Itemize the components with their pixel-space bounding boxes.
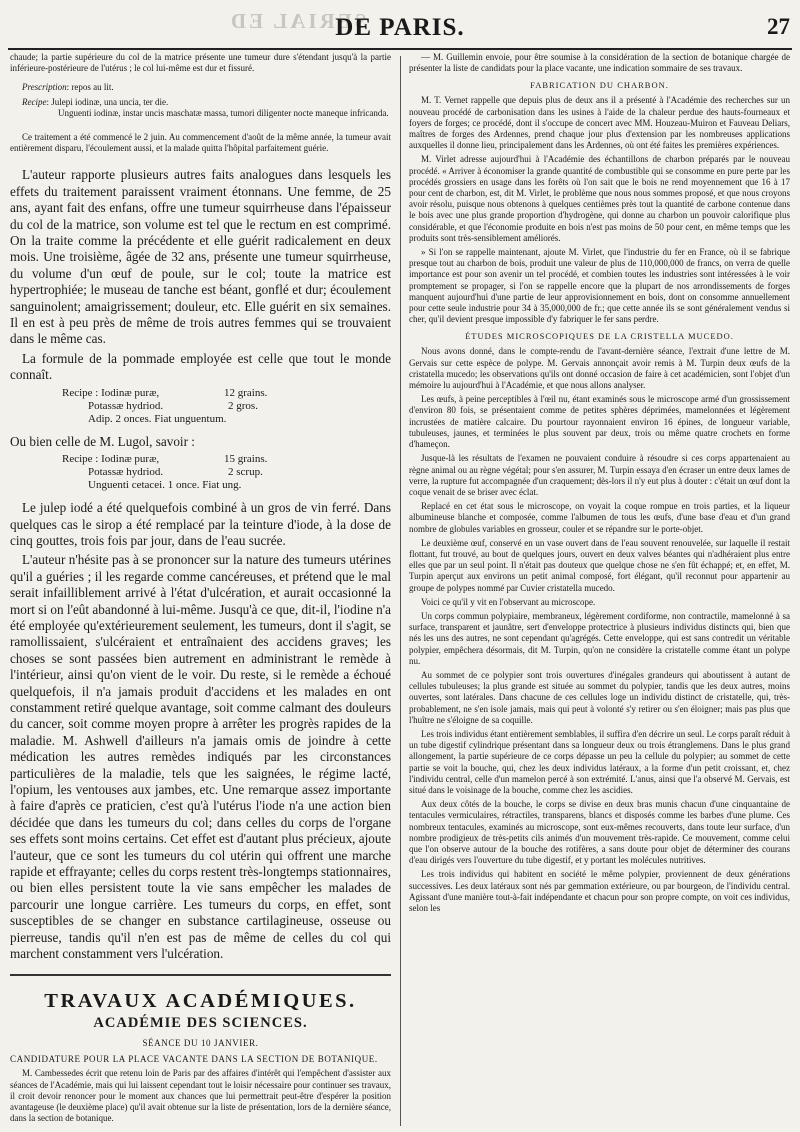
- virlet-paragraph-1: M. Virlet adresse aujourd'hui à l'Académie des échantillons de charbon préparés par le nouveau procédé. « Arriver à économiser la grande quantité de combustible qui se consomme en pure perte par les procédés grossiers en usage dans les forêts où l'on sait que le bois ne rend moyennement que 16 à 17 pour cent de charbon, est, dit M. Virlet, le problème que nous nous sommes proposé, et que nous croyons avoir résolu, puisque nous obtenons à quelques centièmes près tout la quantité de carbone contenue dans le bois avec une plus grande proportion d'hydrogène, qui donne au charbon un pouvoir calorifique plus considérable, et que l'économie produite en bois n'est pas moins de 50 pour cent, en même temps que les produits sont très-sensiblement améliorés.: [409, 154, 790, 243]
- etudes-paragraph-2: Les œufs, à peine perceptibles à l'œil nu, étant examinés sous le microscope armé d'un grossissement d'environ 80 fois, se présentaient comme de petites sphères déprimées, mamelonnées et légèrement incrustées de matière calcaire. Du pourtour rayonnaient environ 16 épines, de longueur variable, tubuleuses, jaunes, et terminées le plus souvent par deux, trois ou même quatre crochets en forme d'hameçon.: [409, 394, 790, 450]
- etudes-paragraph-5: Le deuxième œuf, conservé en un vase ouvert dans de l'eau souvent renouvelée, sur laquelle il restait flottant, fut trouvé, au bout de quelques jours, ouvert en deux valves béantes qui n'adhéraient plus entre elles que par un seul point. Il n'était pas douteux que quelque chose ne s'en fût échappé; et, en effet, M. Turpin aperçut aux environs un petit animal composé, fort élégant, qu'il reconnut pour appartenir au groupe de polypes nommé par Cuvier cristatella mucedo.: [409, 537, 790, 593]
- left-column: [10, 52, 391, 1128]
- vernet-paragraph: M. T. Vernet rappelle que depuis plus de deux ans il a présenté à l'Académie des recherches sur un nouveau procédé de carbonisation dans les usines à l'aide de la chaleur perdue des hauts-fourneaux et foyers de forges; ce procédé, dont il s'occupe de concert avec MM. Houzeau-Muiron et Fauveau Deliars, maîtres de forges des Ardennes, prend chaque jour plus d'extension par les nombreuses applications auxquelles il donne lieu, principalement dans les Ardennes, où ont été faites les premières expériences.: [409, 95, 790, 151]
- lugol-intro: Ou bien celle de M. Lugol, savoir :: [10, 433, 195, 449]
- recipe-line: [10, 97, 391, 108]
- etudes-paragraph-1: Nous avons donné, dans le compte-rendu de l'avant-dernière séance, l'extrait d'une lettre de M. Gervais sur cette espèce de polype. M. Gervais annonçait avoir remis à M. Turpin deux œufs de la cristatella mucedo; les observations qu'ils ont donné occasion de faire à cet académicien, sont l'objet d'un mémoire lu aujourd'hui à l'Académie, et que nous allons analyser.: [409, 346, 790, 391]
- recipe-quantity: 2 gros.: [228, 399, 258, 412]
- subhead-etudes: ÉTUDES MICROSCOPIQUES DE LA CRISTELLA MUCEDO.: [465, 331, 734, 342]
- recipe-line: [10, 466, 391, 479]
- recipe-text: : Julepi iodinæ, una uncia, ter die.: [46, 96, 169, 107]
- recipe-line: [10, 413, 391, 426]
- etudes-paragraph-8: Au sommet de ce polypier sont trois ouvertures d'inégales grandeurs qui aboutissent à autant de cellules tubuleuses; la plus grande est située au sommet du polypier, tandis que les deux autres, moins ouvertes, sont latérales. Dans chacune de ces cellules loge un individu distinct de cristatelle, qui, très-probablement, ne s'en isole jamais, mais qui peut à volonté s'y retirer ou s'en éloigner; mais pas plus que l'huître ne s'éloigne de sa coquille.: [409, 669, 790, 725]
- body-paragraph-3: L'auteur n'hésite pas à se prononcer sur la nature des tumeurs utérines qu'il a guéries ; il les regarde comme cancéreuses, et prétend que le mal serait infailliblement arrivé à l'état d'ulcération, et aurait occasionné la mort si on l'eût abandonné à lui-même. Jusqu'à ce que, dit-il, l'iodine n'a été employée qu'extérieurement seulement, les tumeurs, dont il s'agit, se ramollissaient, s'ulcéraient et entraînaient des accidens graves; les choses se sont passées bien autrement en administrant le remède à l'intérieur, ainsi qu'on vient de le voir. Du reste, si le remède a échoué quelquefois, il n'a jamais produit d'accidens et les malades en ont constamment retiré quelque avantage, soit comme calmant des douleurs du cancer, soit comme moyen propre à arrêter les progrès rapides de la maladie. M. Ashwell d'ailleurs n'a jamais omis de joindre à cette médication les autres remèdes indiqués par les circonstances particulières de la maladie, tels que les saignées, le régime lacté, l'opium, les ventouses aux jambes, etc. Une remarque assez importante à faire d'après ce praticien, c'est qu'à l'utérus l'iode n'a une action bien décidée que dans les tumeurs du col; dans celles du corps de l'organe ses effets sont moins certains. Cet effet est d'autant plus précieux, ajoute l'auteur, que ce sont les tumeurs du col utérin qui offrent une marche rapide et effrayante; celles du corps restent très-longtemps stationnaires, ou bien elles persistent toute la vie sans empêcher les malades de parcourir une longue carrière. Les tumeurs du corps, en effet, sont susceptibles de se changer en substance cartilagineuse, osseuse ou pierreuse, tandis qu'il n'en est pas de même de celles du col qui marchent constamment vers l'ulcération.: [10, 552, 391, 962]
- recipe-quantity: 12 grains.: [224, 386, 268, 399]
- etudes-paragraph-10: Aux deux côtés de la bouche, le corps se divise en deux bras munis chacun d'une cinquantaine de tentacules vermiculaires, rétractiles, transparens, blancs et disposés comme les barbes d'une plume. Ces nombreux tentacules, examinés au microscope, sont eux-mêmes recouverts, dans toute leur surface, d'un nombre prodigieux de très-petits cils animés d'un mouvement très-rapide. Ce mouvement, comme celui que l'on observe autour de la bouche des rotifères, a sans doute pour objet de déterminer des courans d'eau dirigés vers l'ouverture du tube digestif, et y portant les molécules nutritives.: [409, 799, 790, 866]
- recipe-ingredient: Unguenti cetacei. 1 once. Fiat ung.: [88, 479, 242, 492]
- recipe-ingredient: Adip. 2 onces. Fiat unguentum.: [88, 412, 227, 425]
- page-header: [0, 0, 800, 48]
- recipe-block-2: [10, 453, 391, 492]
- etudes-paragraph-6: Voici ce qu'il y vit en l'observant au microscope.: [421, 596, 596, 607]
- etudes-paragraph-11: Les trois individus qui habitent en société le même polypier, proviennent de deux générations successives. Les deux latéraux sont nés par gemmation extérieure, ou par bourgeon, de l'individu central. Agissant d'une manière tout-à-fait indépendante et chacun pour son propre compte, on voit ces individus, selon les: [409, 869, 790, 914]
- page-number: 27: [767, 14, 790, 39]
- right-column: [409, 52, 790, 1128]
- recipe-line: [10, 387, 391, 400]
- session-date: SÉANCE DU 10 JANVIER.: [142, 1038, 259, 1049]
- recipe-quantity: 15 grains.: [224, 453, 268, 466]
- section-rule: [10, 974, 391, 976]
- recipe-block-1: [10, 387, 391, 426]
- cambessedes-paragraph: M. Cambessedes écrit que retenu loin de Paris par des affaires d'intérêt qui l'empêchent d'assister aux séances de l'Académie, mais qui lui laissent cependant tout le loisir nécessaire pour continuer ses travaux, il croit devoir renoncer pour le moment aux chances que lui permettrait peut-être d'espérer la position avantageuse (le deuxième place) qu'il avait obtenue sur la liste de présentation, lors de la dernière séance, dans la section de botanique.: [10, 1068, 391, 1124]
- recipe-ingredient: Recipe : Iodinæ puræ,: [62, 386, 160, 399]
- recipe-line: [10, 453, 391, 466]
- column-divider: [400, 56, 401, 1126]
- running-title: DE PARIS.: [335, 14, 465, 41]
- recipe-quantity: 2 scrup.: [228, 466, 263, 479]
- etudes-paragraph-7: Un corps commun polypiaire, membraneux, légèrement cordiforme, non contractile, mamelonné à sa surface, transparent et jaunâtre, sert d'enveloppe protectrice à plusieurs individus distincts qui, bien que nés les uns des autres, ne sont cependant qu'agrégés. Cette enveloppe, qui est sans contredit un véritable polypier, empêchera désormais, dit M. Turpin, qu'on ne considère la cristatelle comme étant un polype nu.: [409, 610, 790, 666]
- etudes-paragraph-9: Les trois individus étant entièrement semblables, il suffira d'en décrire un seul. Le corps paraît réduit à un tube digestif cylindrique présentant dans sa longueur deux ou trois étranglemens. Dans le plus grand allongement, la partie supérieure de ce corps dépasse un peu la cellule du polypier; au sommet de cette partie se voit la bouche, qui, chez les deux individus latéraux, a la forme d'un petit croissant, et, chez l'individu central, celle d'un mamelon percé à son extrémité. L'anus, ainsi que l'a observé M. Gervais, est situé dans le voisinage de la bouche, comme chez les ascidies.: [409, 728, 790, 795]
- recipe-continuation: Unguenti iodinæ, instar uncis maschatæ massa, tumori diligenter nocte maneque infricanda.: [58, 107, 389, 118]
- recipe-line: [10, 400, 391, 413]
- virlet-paragraph-2: » Si l'on se rappelle maintenant, ajoute M. Virlet, que l'industrie du fer en France, où il se fabrique presque tout au charbon de bois, produit une valeur de plus de 110,000,000 de francs, on verra de quelle importance est pour son avenir un tel procédé, et combien toutes les industries sont intéressées à le voir promptement se propager, si l'on se rappelle encore que la plupart de nos arrondissements de forges manquent aujourd'hui d'une partie de leur approvisionnement en bois, dont on consomme annuellement pour cette seule industrie pour 34 à 35,000,000 de fr.; que cette année ils se sont généralement vendus si cher, qu'il devient presque impossible d'y fabriquer le fer sans perdre.: [409, 247, 790, 325]
- show-through-text: SERIAL ED: [228, 9, 367, 33]
- recipe-label: Recipe: [22, 96, 47, 107]
- prescription-text: : repos au lit.: [66, 82, 114, 93]
- recipe-ingredient: Potassæ hydriod.: [88, 466, 164, 479]
- body-paragraph-1: L'auteur rapporte plusieurs autres faits analogues dans lesquels les effets du traitement paraissent vraiment étonnans. Une femme, de 25 ans, ayant fait des enfans, offre une tumeur squirrheuse dans l'épaisseur du col de la matrice, son volume est tel que le rectum en est comprimé. On la traite comme la précédente et elle guérit radicalement en deux mois. Une troisième, âgée de 32 ans, présente une tumeur squirrheuse, du volume d'un œuf de poule, sur le col; toute la matrice est hypertrophiée; le museau de tanche est béant, gonflé et dur; écoulement sanguinolent; amaigrissement; douleur, etc. Elle guérit en six semaines. Il en est à peu près de même de trois autres femmes qui se trouvaient dans le même cas.: [10, 167, 391, 347]
- etudes-paragraph-3: Jusque-là les résultats de l'examen ne pouvaient conduire à résoudre si ces corps appartenaient au règne animal ou au règne végétal; pour s'en assurer, M. Turpin essaya d'en écraser un entre deux lames de verre, la rupture fut accompagnée d'un craquement; dès-lors il n'y eut plus à douter : c'était un œuf dont la coque venait de se briser avec éclat.: [409, 453, 790, 497]
- body-paragraph-2: Le julep iodé a été quelquefois combiné à un gros de vin ferré. Dans quelques cas le sirop a été remplacé par la teinture d'iode, à la dose de cinq gouttes, trois fois par jour, dans de l'eau sucrée.: [10, 500, 391, 548]
- section-subtitle: ACADÉMIE DES SCIENCES.: [93, 1015, 308, 1032]
- intro-paragraph: chaude; la partie supérieure du col de la matrice présente une tumeur dure s'étendant jusqu'à la partie inférieure-postérieure de l'utérus ; le col lui-même est dur et fissuré.: [10, 52, 391, 74]
- formula-intro: La formule de la pommade employée est celle que tout le monde connaît.: [10, 350, 391, 383]
- section-title: TRAVAUX ACADÉMIQUES.: [44, 990, 357, 1013]
- recipe-line: [10, 479, 391, 492]
- etudes-paragraph-4: Replacé en cet état sous le microscope, on voyait la coque rompue en trois parties, et la liqueur albumineuse blanche et composée, comme l'albumen de tous les œufs, d'une base d'eau et d'un grand nombre de globules variables en grosseur, couler et se répandre sur le porte-objet.: [409, 501, 790, 534]
- recipe-ingredient: Recipe : Iodinæ puræ,: [62, 453, 160, 466]
- candidature-heading: CANDIDATURE POUR LA PLACE VACANTE DANS LA SECTION DE BOTANIQUE.: [10, 1054, 378, 1065]
- header-rule: [8, 48, 792, 50]
- treatment-paragraph: Ce traitement a été commencé le 2 juin. Au commencement d'août de la même année, la tumeur avait entièrement disparu, l'écoulement aussi, et la malade quitta l'hôpital parfaitement guérie.: [10, 132, 391, 154]
- subhead-charbon: FABRICATION DU CHARBON.: [530, 80, 669, 91]
- prescription-line: [10, 82, 391, 93]
- guillemin-paragraph: — M. Guillemin envoie, pour être soumise à la considération de la section de botanique chargée de présenter la liste de candidats pour la place vacante, une indication sommaire de ses travaux.: [409, 52, 790, 74]
- recipe-ingredient: Potassæ hydriod.: [88, 399, 164, 412]
- prescription-label: Prescription: [22, 82, 67, 93]
